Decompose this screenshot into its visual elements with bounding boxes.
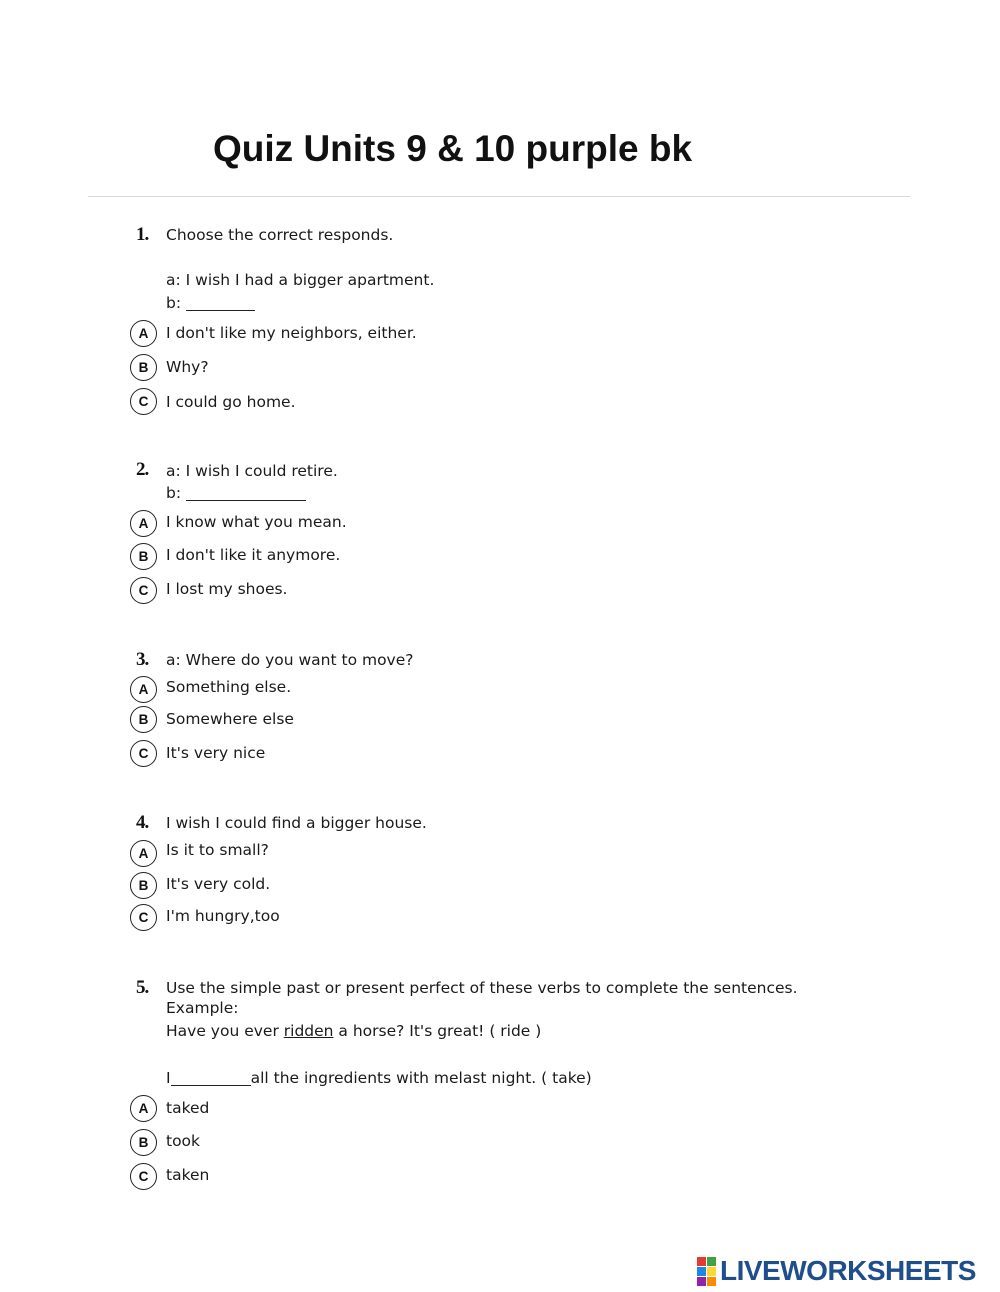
logo-square <box>697 1257 706 1266</box>
question-2-number: 2. <box>136 459 149 480</box>
question-3-number: 3. <box>136 649 149 670</box>
question-1-line-b: b: <box>166 293 255 313</box>
title-divider <box>88 196 910 197</box>
question-3-option-c-bubble[interactable]: C <box>130 740 157 767</box>
question-4-option-a-bubble[interactable]: A <box>130 840 157 867</box>
question-4-line-a: I wish I could find a bigger house. <box>166 814 427 832</box>
question-5-option-c-bubble[interactable]: C <box>130 1163 157 1190</box>
question-5-number: 5. <box>136 977 149 998</box>
question-2-option-c-label[interactable]: I lost my shoes. <box>166 580 288 598</box>
question-1-option-a-label[interactable]: I don't like my neighbors, either. <box>166 324 417 342</box>
logo-square <box>707 1267 716 1276</box>
question-3-option-a-label[interactable]: Something else. <box>166 678 292 696</box>
question-5-prompt: Use the simple past or present perfect of these verbs to complete the sentences. <box>166 979 798 997</box>
question-1-prompt: Choose the correct responds. <box>166 226 394 244</box>
question-5-option-b-bubble[interactable]: B <box>130 1129 157 1156</box>
answer-blank <box>186 484 306 501</box>
question-4-option-a-label[interactable]: Is it to small? <box>166 841 269 859</box>
answer-blank <box>186 294 255 311</box>
liveworksheets-logo-icon <box>697 1257 716 1286</box>
brand-name: LIVEWORKSHEETS <box>720 1255 976 1286</box>
question-2-option-c-bubble[interactable]: C <box>130 577 157 604</box>
question-3-line-a: a: Where do you want to move? <box>166 651 414 669</box>
question-5-option-c-label[interactable]: taken <box>166 1166 210 1184</box>
question-5-sentence: I all the ingredients with melast night. ( take) <box>166 1069 592 1087</box>
question-5-option-a-bubble[interactable]: A <box>130 1095 157 1122</box>
page-title: Quiz Units 9 & 10 purple bk <box>213 128 693 169</box>
answer-blank <box>171 1069 251 1086</box>
question-2-option-a-bubble[interactable]: A <box>130 510 157 537</box>
question-2-option-b-bubble[interactable]: B <box>130 543 157 570</box>
question-2-line-a: a: I wish I could retire. <box>166 462 338 480</box>
question-5-example-label: Example: <box>166 999 239 1017</box>
question-3-option-b-bubble[interactable]: B <box>130 706 157 733</box>
question-2-line-b: b: <box>166 483 306 503</box>
logo-square <box>697 1267 706 1276</box>
question-4-option-c-bubble[interactable]: C <box>130 904 157 931</box>
question-2-option-b-label[interactable]: I don't like it anymore. <box>166 546 341 564</box>
question-1-option-c-bubble[interactable]: C <box>130 388 157 415</box>
logo-square <box>707 1277 716 1286</box>
question-5-option-b-label[interactable]: took <box>166 1132 201 1150</box>
question-1-option-c-label[interactable]: I could go home. <box>166 393 296 411</box>
question-4-number: 4. <box>136 812 149 833</box>
question-2-option-a-label[interactable]: I know what you mean. <box>166 513 347 531</box>
question-1-line-a: a: I wish I had a bigger apartment. <box>166 271 435 289</box>
question-4-option-b-bubble[interactable]: B <box>130 872 157 899</box>
question-1-option-a-bubble[interactable]: A <box>130 320 157 347</box>
example-answer: ridden <box>283 1022 334 1040</box>
question-4-option-b-label[interactable]: It's very cold. <box>166 875 271 893</box>
liveworksheets-brand <box>697 1255 976 1287</box>
question-3-option-c-label[interactable]: It's very nice <box>166 744 266 762</box>
question-1-option-b-label[interactable]: Why? <box>166 358 209 376</box>
question-5-option-a-label[interactable]: taked <box>166 1099 210 1117</box>
logo-square <box>707 1257 716 1266</box>
question-1-option-b-bubble[interactable]: B <box>130 354 157 381</box>
question-4-option-c-label[interactable]: I'm hungry,too <box>166 907 280 925</box>
logo-square <box>697 1277 706 1286</box>
question-3-option-b-label[interactable]: Somewhere else <box>166 710 294 728</box>
question-3-option-a-bubble[interactable]: A <box>130 676 157 703</box>
question-1-number: 1. <box>136 224 149 245</box>
question-5-example-sentence: Have you ever ridden a horse? It's great! ( ride ) <box>166 1022 542 1040</box>
